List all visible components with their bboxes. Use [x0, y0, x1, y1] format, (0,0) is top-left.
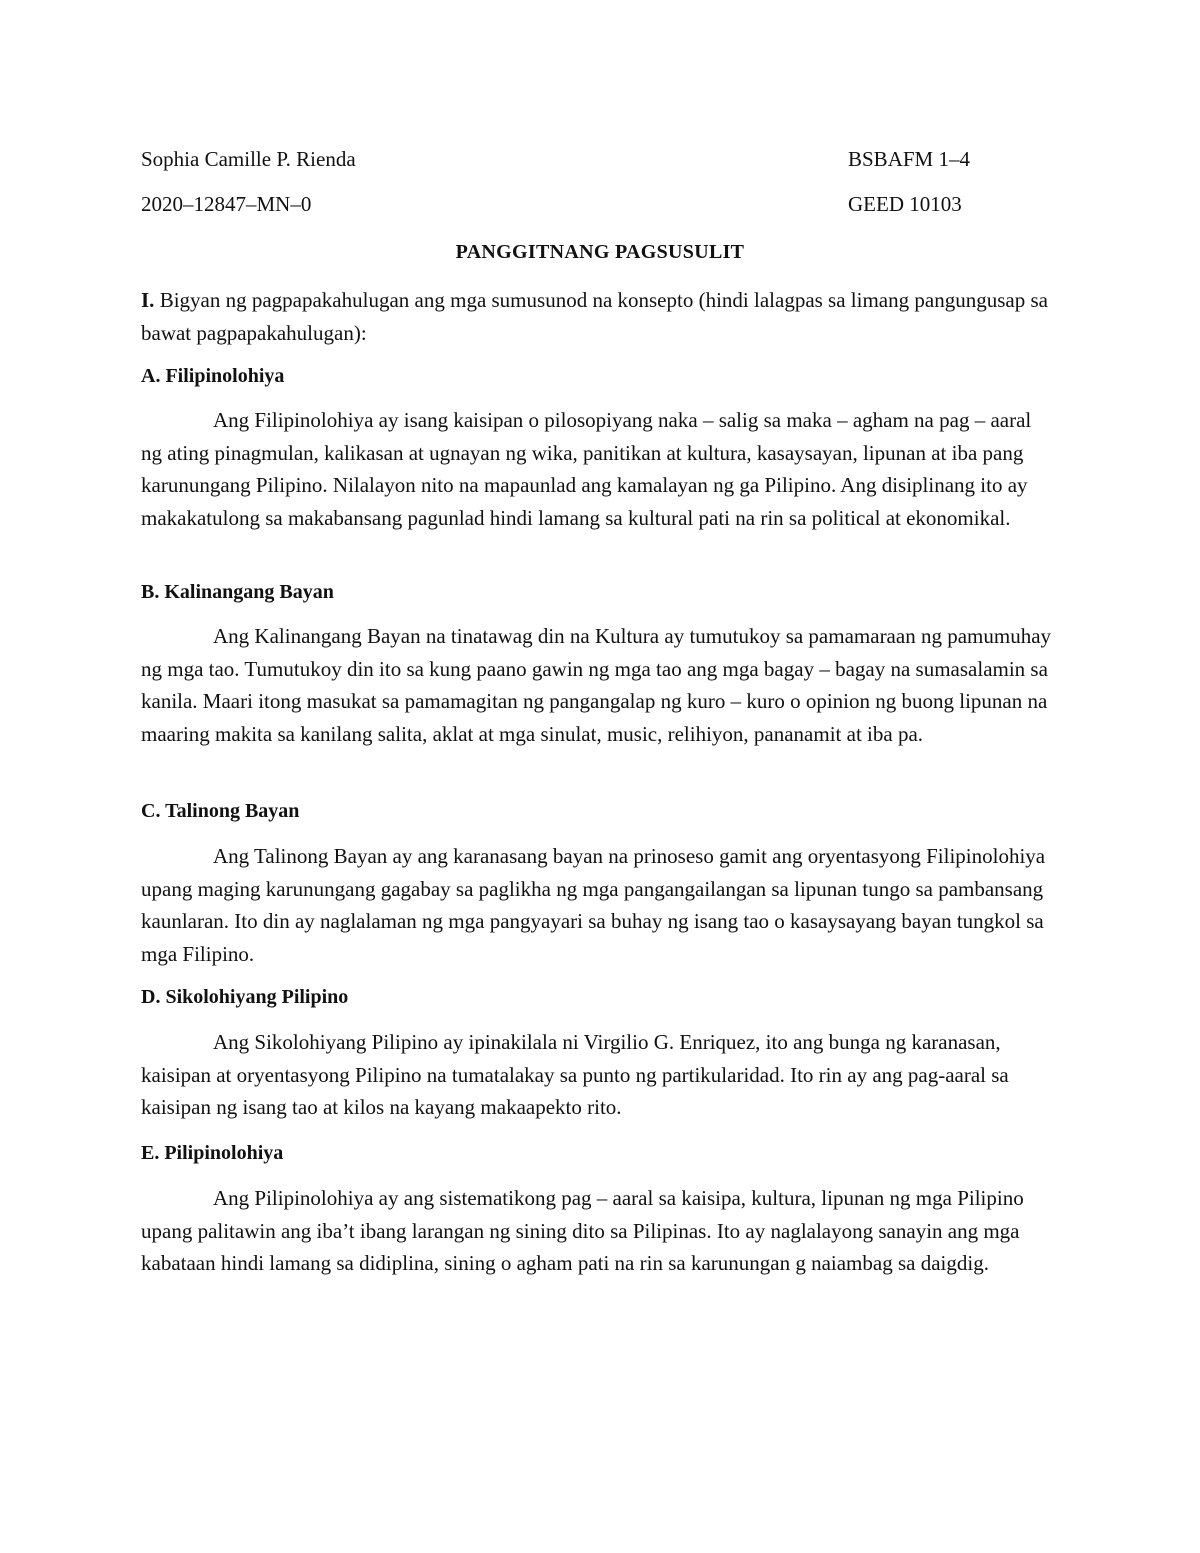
section-heading-b: B. Kalinangang Bayan	[141, 581, 334, 603]
section-body-b: Ang Kalinangang Bayan na tinatawag din na Kultura ay tumutukoy sa pamamaraan ng pamumuhay ng mga tao. Tumutukoy din ito sa kung paano gawin ng mga tao ang mga bagay – bagay na sumasalamin sa kanila. Maari itong masukat sa pamamagitan ng pangangalap ng kuro – kuro o opinion ng buong lipunan na maaring makita sa kanilang salita, aklat at mga sinulat, music, relihiyon, pananamit at iba pa.	[141, 624, 1052, 746]
instruction	[141, 284, 1061, 349]
instruction-number: I.	[141, 288, 155, 312]
section-body-a: Ang Filipinolohiya ay isang kaisipan o pilosopiyang naka – salig sa maka – agham na pag – aaral ng ating pinagmulan, kalikasan at ugnayan ng wika, panitikan at kultura, kasaysayan, lipunan at iba pang karunungang Pilipino. Nilalayon nito na mapaunlad ang kamalayan ng ga Pilipino. Ang disiplinang ito ay makakatulong sa makabansang pagunlad hindi lamang sa kultural pati na rin sa political at ekonomikal.	[141, 408, 1032, 530]
section-heading-d: D. Sikolohiyang Pilipino	[141, 986, 349, 1008]
section-heading-a: A. Filipinolohiya	[141, 365, 285, 387]
student-section: BSBAFM 1–4	[848, 147, 970, 171]
student-name: Sophia Camille P. Rienda	[141, 147, 356, 171]
instruction-text: Bigyan ng pagpapakahulugan ang mga sumusunod na konsepto (hindi lalagpas sa limang pangungusap sa bawat pagpapakahulugan):	[141, 288, 1048, 345]
section-body-e: Ang Pilipinolohiya ay ang sistematikong pag – aaral sa kaisipa, kultura, lipunan ng mga Pilipino upang palitawin ang iba’t ibang larangan ng sining dito sa Pilipinas. Ito ay naglalayong sanayin ang mga kabataan hindi lamang sa didiplina, sining o agham pati na rin sa karunungan g naiambag sa daigdig.	[141, 1186, 1024, 1275]
section-body-c: Ang Talinong Bayan ay ang karanasang bayan na prinoseso gamit ang oryentasyong Filipinolohiya upang maging karunungang gagabay sa paglikha ng mga pangangailangan sa lipunan tungo sa pambansang kaunlaran. Ito din ay naglalaman ng mga pangyayari sa buhay ng isang tao o kasaysayang bayan tungkol sa mga Filipino.	[141, 844, 1046, 966]
section-heading-c: C. Talinong Bayan	[141, 800, 300, 822]
student-number: 2020–12847–MN–0	[141, 192, 312, 216]
course-code: GEED 10103	[848, 192, 962, 216]
section-heading-e: E. Pilipinolohiya	[141, 1142, 284, 1164]
document-title: PANGGITNANG PAGSUSULIT	[455, 241, 745, 263]
section-body-d: Ang Sikolohiyang Pilipino ay ipinakilala ni Virgilio G. Enriquez, ito ang bunga ng karanasan, kaisipan at oryentasyong Pilipino na tumatalakay sa punto ng partikularidad. Ito rin ay ang pag-aaral sa kaisipan ng isang tao at kilos na kayang makaapekto rito.	[141, 1030, 1009, 1119]
